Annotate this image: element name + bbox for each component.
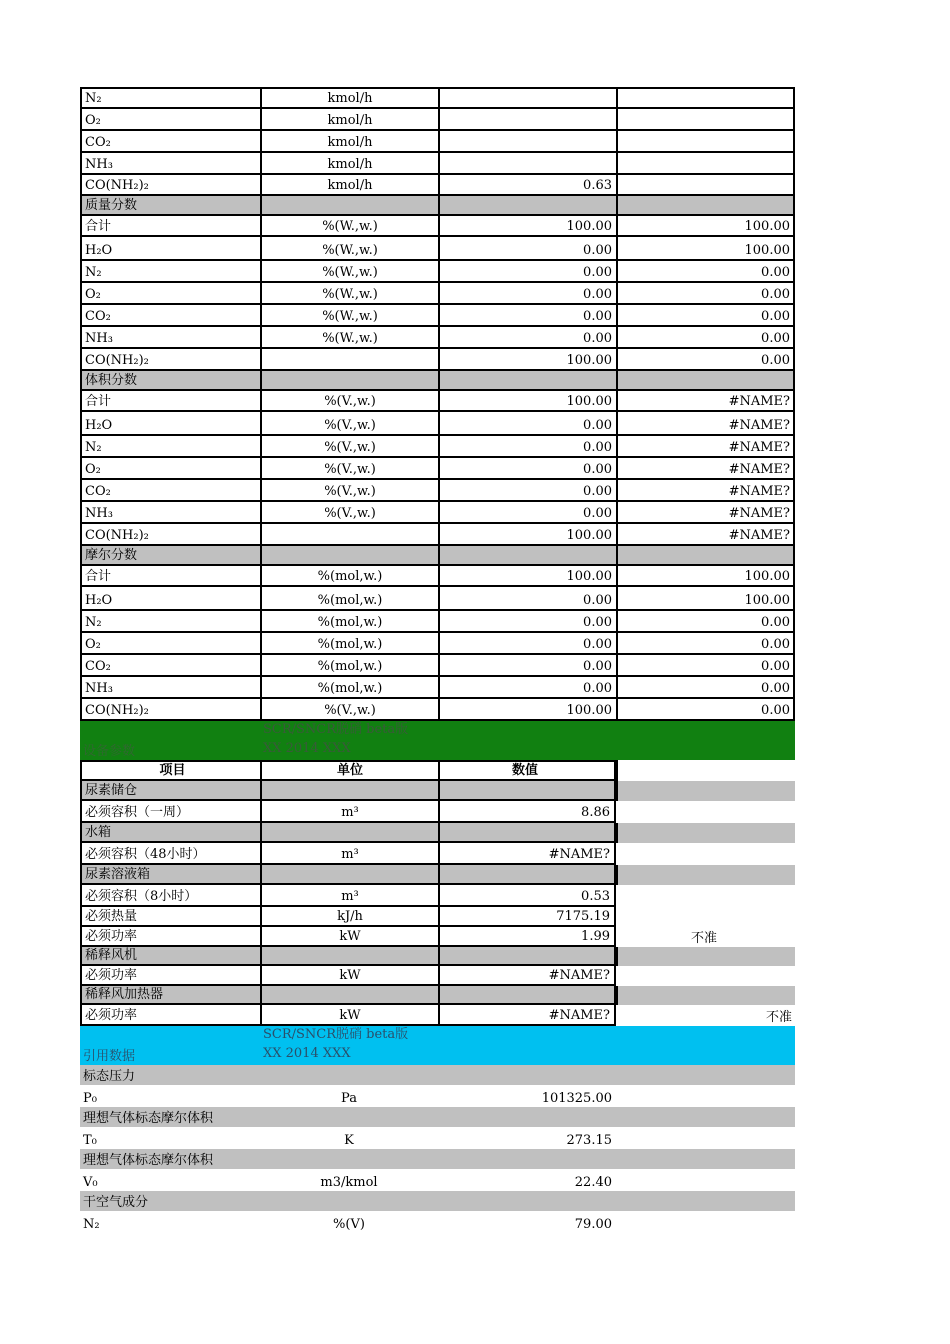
table-row [80,436,795,458]
row-label: H₂O [80,412,260,436]
row-unit [260,371,438,391]
row-value: 100.00 [438,391,616,412]
group-header-row [80,781,795,801]
table-row [80,412,795,436]
row-label: NH₃ [80,327,260,349]
table-row [80,153,795,175]
row-value [438,153,616,175]
row-value: 0.00 [438,436,616,458]
row-value: 0.00 [438,611,616,633]
table-row [80,699,795,721]
group-header-row [80,1191,795,1211]
row-unit: m³ [260,801,438,823]
row-value-2 [616,843,795,865]
group-header-row [80,1065,795,1085]
row-value [438,371,616,391]
row-value: 0.00 [438,633,616,655]
row-label: 必须容积（一周） [80,801,260,823]
row-value: 22.40 [574,1175,612,1190]
row-value: 100.00 [438,566,616,587]
row-unit: %(mol,w.) [260,611,438,633]
table-row [80,1211,795,1233]
row-value-2 [616,153,795,175]
row-value: 0.00 [438,502,616,524]
row-label: T₀ [83,1133,97,1148]
group-header-row [80,546,795,566]
row-value [438,546,616,566]
row-label: O₂ [80,633,260,655]
table-row [80,109,795,131]
row-value-2 [616,1211,795,1233]
row-label: NH₃ [80,677,260,699]
row-value [438,131,616,153]
row-unit: kW [260,1005,438,1026]
table-row [80,349,795,371]
row-label: 稀释风机 [80,947,260,966]
row-value: 0.00 [438,237,616,261]
row-value [438,865,616,885]
group-header-row [80,823,795,843]
header-blank [616,760,795,781]
row-unit: kmol/h [260,131,438,153]
row-unit: %(V) [333,1217,365,1232]
row-unit [260,781,438,801]
row-value: 0.00 [438,587,616,611]
group-header-row [80,986,795,1005]
row-value-2: #NAME? [616,391,795,412]
row-unit: %(V.,w.) [260,502,438,524]
row-label: 尿素溶液箱 [80,865,260,885]
table-row [80,87,795,109]
row-label: 质量分数 [80,196,260,216]
row-value-2: 不准 [690,931,717,946]
row-value [438,781,616,801]
row-label: N₂ [80,611,260,633]
row-value: 273.15 [566,1133,612,1148]
row-value: 0.00 [438,412,616,436]
row-value-2 [616,87,795,109]
row-label: CO(NH₂)₂ [80,349,260,371]
row-unit [260,865,438,885]
spreadsheet [80,87,795,1233]
row-label: CO(NH₂)₂ [80,175,260,196]
row-unit [260,823,438,843]
row-label: 合计 [80,566,260,587]
row-value: 0.00 [438,677,616,699]
row-value-2: 100.00 [616,237,795,261]
row-value: #NAME? [438,1005,616,1026]
reference-table [80,1065,795,1233]
row-unit: %(W.,w.) [260,216,438,237]
table-row [80,524,795,546]
row-value-2: #NAME? [616,458,795,480]
row-unit: %(mol,w.) [260,655,438,677]
row-unit: kmol/h [260,109,438,131]
row-unit: %(W.,w.) [260,261,438,283]
version-line: SCR/SNCR脱硝 beta版 [263,1027,409,1042]
row-unit [260,349,438,371]
row-label: O₂ [80,458,260,480]
table-row [80,237,795,261]
table-row [80,566,795,587]
row-label: 水箱 [80,823,260,843]
row-unit: %(V.,w.) [260,480,438,502]
row-label: P₀ [83,1091,97,1106]
section-version [260,721,620,760]
row-label: 必须热量 [80,907,260,927]
table-row [80,677,795,699]
row-label: CO₂ [80,655,260,677]
row-unit: %(W.,w.) [260,237,438,261]
row-value-2: 0.00 [616,633,795,655]
row-unit: K [344,1133,354,1148]
row-unit: %(W.,w.) [260,327,438,349]
row-value-2 [616,865,795,885]
row-value-2: 0.00 [616,611,795,633]
row-label: H₂O [80,237,260,261]
table-row [80,480,795,502]
table-row [80,655,795,677]
equipment-table [80,781,795,1026]
row-value-2 [616,1169,795,1191]
row-value-2: #NAME? [616,436,795,458]
table-row [80,1127,795,1149]
section-title: 引用数据 [83,1049,136,1064]
table-row [80,458,795,480]
row-label: 标态压力 [80,1065,260,1085]
row-unit [260,1065,438,1085]
row-label: N₂ [80,436,260,458]
row-unit: %(V.,w.) [260,391,438,412]
row-value: 1.99 [438,927,616,947]
row-label: 必须容积（8小时） [80,885,260,907]
row-value-2: #NAME? [616,480,795,502]
row-value-2: 0.00 [616,327,795,349]
row-value-2: 0.00 [616,349,795,371]
table-row [80,885,795,907]
row-label: 摩尔分数 [80,546,260,566]
row-unit [260,986,438,1005]
row-value [438,947,616,966]
row-value: #NAME? [438,843,616,865]
row-value-2: 0.00 [616,655,795,677]
group-header-row [80,196,795,216]
row-label: 体积分数 [80,371,260,391]
row-label: 稀释风加热器 [80,986,260,1005]
version-line: SCR/SNCR脱硝 beta版 [263,722,409,737]
row-label: N₂ [80,261,260,283]
row-value: 101325.00 [541,1091,612,1106]
header-value: 数值 [438,760,616,781]
row-value-2: 0.00 [616,699,795,721]
row-value: 79.00 [574,1217,612,1232]
row-label: N₂ [83,1217,100,1232]
table-row [80,391,795,412]
row-label: V₀ [83,1175,98,1190]
row-value: 0.00 [438,480,616,502]
row-unit: %(V.,w.) [260,436,438,458]
row-label: NH₃ [80,502,260,524]
row-value [438,986,616,1005]
row-value-2 [616,1065,795,1085]
row-value [438,109,616,131]
row-value: 0.53 [438,885,616,907]
row-label: CO₂ [80,131,260,153]
row-label: 干空气成分 [80,1191,260,1211]
composition-table [80,87,795,721]
row-value-2 [616,801,795,823]
row-value-2 [616,781,795,801]
row-label: CO₂ [80,480,260,502]
table-row [80,587,795,611]
table-row [80,305,795,327]
row-unit: %(V.,w.) [260,699,438,721]
row-value-2: #NAME? [616,502,795,524]
row-unit: %(V.,w.) [260,412,438,436]
row-unit: %(mol,w.) [260,633,438,655]
row-value-2 [616,986,795,1005]
row-value-2: 0.00 [616,261,795,283]
group-header-row [80,1107,795,1127]
row-value-2: 不准 [765,1010,792,1025]
row-label: 必须功率 [80,966,260,986]
table-row [80,1169,795,1191]
row-value: 100.00 [438,349,616,371]
table-row [80,801,795,823]
row-label: 合计 [80,391,260,412]
group-header-row [80,371,795,391]
table-row [80,843,795,865]
row-label: 必须功率 [80,1005,260,1026]
row-value-2 [616,196,795,216]
row-value: 100.00 [438,216,616,237]
row-value [438,196,616,216]
section-title: 设备参数 [83,744,136,759]
row-value: 0.00 [438,327,616,349]
row-label: 理想气体标态摩尔体积 [80,1149,260,1169]
row-value-2: 0.00 [616,305,795,327]
row-label: 合计 [80,216,260,237]
row-value-2 [616,109,795,131]
row-value: #NAME? [438,966,616,986]
row-value: 0.00 [438,655,616,677]
header-item: 项目 [80,760,260,781]
table-row [80,131,795,153]
row-unit: %(W.,w.) [260,283,438,305]
row-label: 尿素储仓 [80,781,260,801]
row-value-2: 100.00 [616,566,795,587]
row-label: 必须功率 [80,927,260,947]
row-label: 必须容积（48小时） [80,843,260,865]
row-value [438,1065,616,1085]
row-unit: kmol/h [260,87,438,109]
equipment-section-header [80,721,795,760]
row-value: 100.00 [438,699,616,721]
table-row [80,633,795,655]
row-unit: %(mol,w.) [260,677,438,699]
row-value [438,87,616,109]
row-value-2 [616,947,795,966]
row-value-2: 100.00 [616,587,795,611]
row-label: CO(NH₂)₂ [80,524,260,546]
row-value [438,1149,616,1169]
row-unit [260,947,438,966]
table-row [80,502,795,524]
row-value [438,1107,616,1127]
row-unit: m³ [260,885,438,907]
reference-section-header [80,1026,795,1065]
row-value-2 [616,1149,795,1169]
row-unit: m³ [260,843,438,865]
row-label: NH₃ [80,153,260,175]
row-value-2 [616,1127,795,1149]
row-value-2 [616,131,795,153]
row-unit [260,546,438,566]
row-unit: kmol/h [260,175,438,196]
row-value: 0.63 [438,175,616,196]
row-unit: kJ/h [260,907,438,927]
row-value-2 [616,371,795,391]
row-unit [260,1107,438,1127]
group-header-row [80,865,795,885]
version-date: XX 2014 XXX [263,1046,351,1061]
row-value: 0.00 [438,458,616,480]
table-row [80,966,795,986]
table-row [80,175,795,196]
row-label: H₂O [80,587,260,611]
row-value-2 [616,1085,795,1107]
row-value-2 [616,1191,795,1211]
row-value-2 [616,823,795,843]
row-value: 0.00 [438,305,616,327]
group-header-row [80,1149,795,1169]
equipment-table-header [80,760,795,781]
row-unit [260,524,438,546]
row-unit: kW [260,927,438,947]
table-row [80,907,795,927]
row-unit: %(mol,w.) [260,587,438,611]
row-unit [260,1191,438,1211]
row-unit [260,196,438,216]
row-value [438,1191,616,1211]
table-row [80,1085,795,1107]
row-unit: %(W.,w.) [260,305,438,327]
row-unit: m3/kmol [320,1175,378,1190]
row-value-2 [616,885,795,907]
row-value-2 [616,966,795,986]
row-label: CO(NH₂)₂ [80,699,260,721]
version-date: XX 2014 XXX [263,741,351,756]
row-value-2 [616,546,795,566]
row-value-2 [616,1107,795,1127]
row-value-2 [616,907,795,927]
row-value: 8.86 [438,801,616,823]
table-row [80,283,795,305]
row-unit: Pa [341,1091,357,1106]
table-row [80,327,795,349]
row-value-2: #NAME? [616,524,795,546]
row-unit: kmol/h [260,153,438,175]
row-value [438,823,616,843]
table-row [80,216,795,237]
table-row [80,611,795,633]
header-unit: 单位 [260,760,438,781]
row-unit: %(mol,w.) [260,566,438,587]
row-label: N₂ [80,87,260,109]
row-value: 0.00 [438,283,616,305]
row-value-2: 100.00 [616,216,795,237]
table-row [80,927,795,947]
row-label: O₂ [80,109,260,131]
row-unit: kW [260,966,438,986]
row-label: 理想气体标态摩尔体积 [80,1107,260,1127]
table-row [80,1005,795,1026]
row-value-2: 0.00 [616,677,795,699]
row-value-2: 0.00 [616,283,795,305]
row-unit: %(V.,w.) [260,458,438,480]
row-value: 0.00 [438,261,616,283]
row-label: CO₂ [80,305,260,327]
row-value-2: #NAME? [616,412,795,436]
section-version [260,1026,620,1065]
row-value-2 [616,175,795,196]
table-row [80,261,795,283]
row-value: 7175.19 [438,907,616,927]
row-value: 100.00 [438,524,616,546]
row-unit [260,1149,438,1169]
row-label: O₂ [80,283,260,305]
group-header-row [80,947,795,966]
